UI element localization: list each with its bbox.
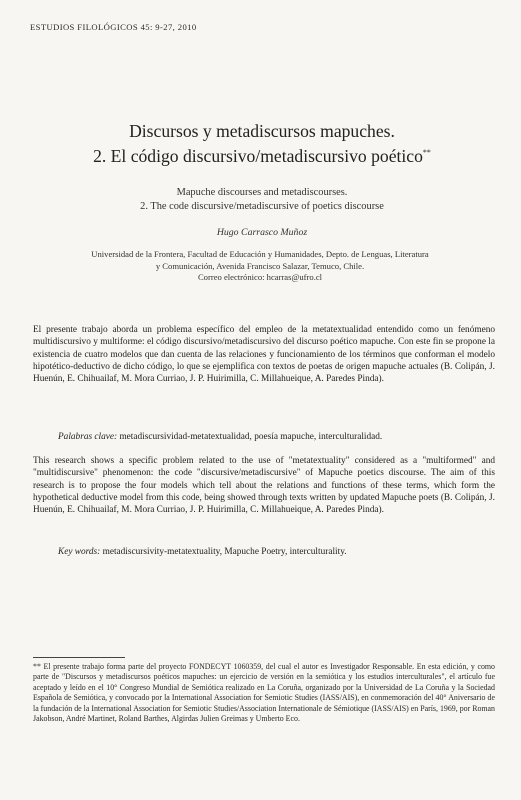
footnote-divider bbox=[33, 657, 125, 658]
running-head: ESTUDIOS FILOLÓGICOS 45: 9-27, 2010 bbox=[30, 22, 197, 32]
keywords-english-text: metadiscursivity-metatextuality, Mapuche Poetry, interculturality. bbox=[100, 547, 347, 557]
english-title-line-1: Mapuche discourses and metadiscourses. bbox=[176, 187, 348, 198]
footnote-mark: ** bbox=[422, 148, 431, 157]
keywords-spanish bbox=[58, 431, 495, 443]
affiliation bbox=[40, 249, 480, 284]
affiliation-line-2: y Comunicación, Avenida Francisco Salazar, Temuco, Chile. bbox=[155, 260, 365, 271]
keywords-spanish-text: metadiscursividad-metatextualidad, poesía mapuche, interculturalidad. bbox=[117, 432, 383, 442]
footnote: ** El presente trabajo forma parte del proyecto FONDECYT 1060359, del cual el autor es Investigador Responsable. En esta edición, y como parte de "Discursos y metadiscursos poéticos mapuches: un ejercicio de versión en la semiótica y los estudios interculturales", el artículo fue aceptado y leído en el 10° Congreso Mundial de Semiótica realizado en La Coruña, organizado por la Universidad de La Coruña y la Sociedad Española de Semiótica, y convocado por la International Association for Semiotic Studies (IASS/AIS), en conmemoración del 40° Aniversario de la fundación de la International Association for Semiotic Studies/Association Internationale de Sémiotique (IASS/AIS) en París, 1969, por Roman Jakobson, André Martinet, Roland Barthes, Algirdas Julien Greimas y Umberto Eco. bbox=[33, 662, 495, 724]
article-title-line-2 bbox=[30, 142, 494, 167]
keywords-english bbox=[58, 546, 495, 558]
article-title bbox=[30, 120, 494, 167]
english-title-line-2: 2. The code discursive/metadiscursive of poetics discourse bbox=[140, 201, 384, 212]
keywords-english-label: Key words: bbox=[58, 547, 101, 557]
affiliation-email: Correo electrónico: hcarras@ufro.cl bbox=[197, 272, 323, 283]
abstract-english: This research shows a specific problem related to the use of "metatextuality" considered as a "multiformed" and "multidiscursive" phenomenon: the code "discursive/metadiscursive" of Mapuche poetics discourse. The aim of this research is to propose the four models which tell about the relations and functions of these terms, which form the hypothetical deductive model from this code, being showed through texts written by updated Mapuche poets (B. Colipán, J. Huenún, E. Chihuailaf, M. Mora Curriao, J. P. Huirimilla, C. Millahueique, A. Paredes Pinda). bbox=[33, 456, 495, 516]
keywords-spanish-label: Palabras clave: bbox=[58, 432, 118, 442]
affiliation-line-1: Universidad de la Frontera, Facultad de Educación y Humanidades, Depto. de Lenguas, Literatura bbox=[91, 249, 429, 259]
author-name: Hugo Carrasco Muñoz bbox=[216, 227, 308, 238]
article-title-line-1: Discursos y metadiscursos mapuches. bbox=[129, 121, 395, 141]
article-title-line-2-text: 2. El código discursivo/metadiscursivo poético bbox=[93, 145, 423, 166]
english-title bbox=[30, 186, 494, 214]
abstract-spanish: El presente trabajo aborda un problema específico del empleo de la metatextualidad entendido como un fenómeno multidiscursivo y multiforme: el código discursivo/metadiscursivo del discurso poético mapuche. Con este fin se propone la existencia de cuatro modelos que dan cuenta de las relaciones y funcionamiento de los términos que conforman el modelo hipotético-deductivo de dicho código, lo que se ejemplifica con textos de poetas de origen mapuche actuales (B. Colipán, J. Huenún, E. Chihuailaf, M. Mora Curriao, J. P. Huirimilla, C. Millahueique, A. Paredes Pinda). bbox=[33, 325, 495, 385]
